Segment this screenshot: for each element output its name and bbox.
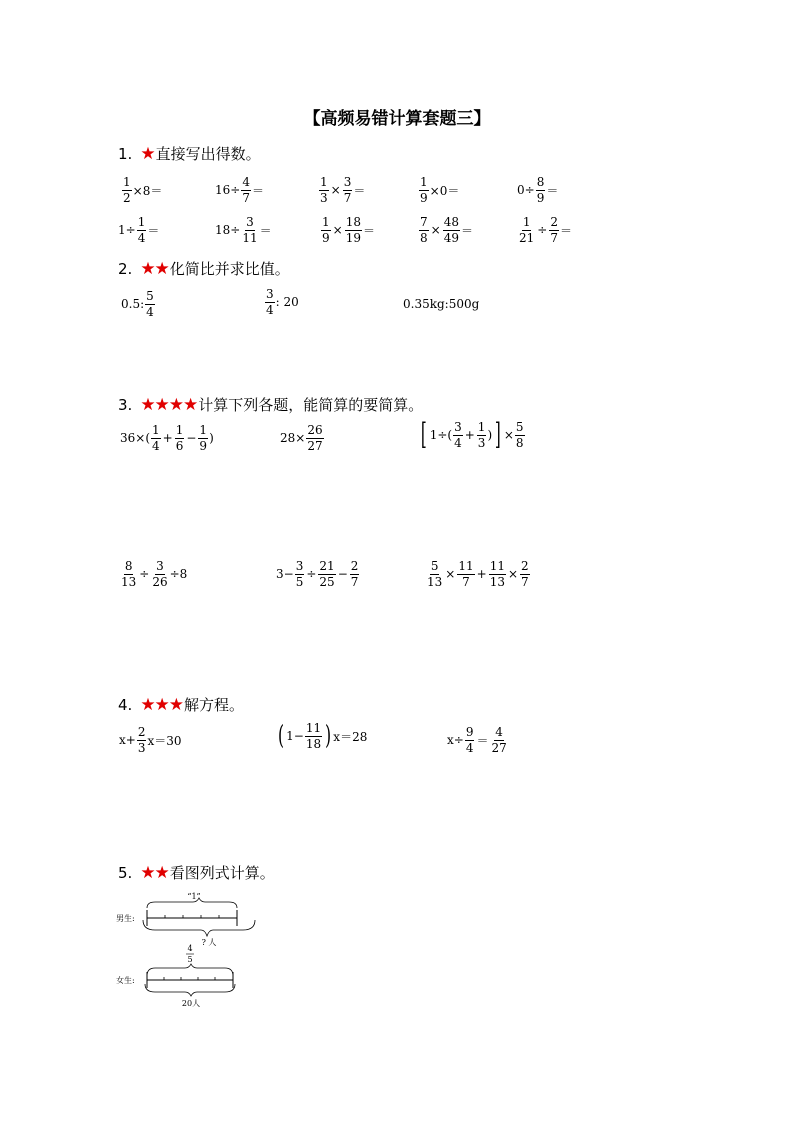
q3-number: 3.	[118, 395, 133, 414]
q3-heading	[118, 394, 423, 415]
q3-expression: [ 1÷( $\frac{3}{4}$ + $\frac{1}{3}$ ) ] × $\frac{5}{8}$	[420, 417, 524, 452]
q1-item: 0÷ $\frac{8}{9}$ ＝	[517, 175, 559, 205]
q3-expression: 3− $\frac{3}{5}$ ÷ $\frac{21}{25}$ − $\frac{2}{7}$	[276, 559, 359, 589]
q1-item: $\frac{1}{3}$ × $\frac{3}{7}$ ＝	[320, 175, 366, 205]
difficulty-star-icon: ★★★	[140, 694, 184, 715]
left-paren: (	[278, 721, 285, 752]
q3-expression: $\frac{8}{13}$ ÷ $\frac{3}{26}$ ÷8	[121, 559, 188, 589]
girls-top-brace	[147, 964, 233, 976]
q4-number: 4.	[118, 695, 133, 714]
fraction-numerator: 4	[187, 944, 193, 953]
q1-instruction: 直接写出得数。	[155, 145, 261, 163]
q4-equation: x÷ $\frac{9}{4}$ ＝ $\frac{4}{27}$	[447, 725, 507, 755]
q2-expression: $\frac{3}{4}$ : 20	[266, 287, 299, 317]
fraction-denominator: 5	[187, 955, 193, 964]
q1-item: $\frac{1}{9}$ ×0＝	[420, 175, 460, 205]
q1-item: 1÷ $\frac{1}{4}$ ＝	[118, 215, 160, 245]
q5-instruction: 看图列式计算。	[169, 864, 275, 882]
girls-bottom-brace	[145, 984, 235, 996]
q2-number: 2.	[118, 259, 133, 278]
boys-bottom-brace	[143, 920, 255, 936]
q4-instruction: 解方程。	[184, 696, 245, 714]
unknown-label: ? 人	[201, 938, 217, 947]
q1-item: $\frac{1}{2}$ ×8＝	[123, 175, 163, 205]
q2-instruction: 化简比并求比值。	[169, 260, 290, 278]
left-bracket: [	[420, 417, 427, 452]
q4-equation: ( 1− $\frac{11}{18}$ ) x＝28	[278, 721, 368, 752]
q4-equation: x+ $\frac{2}{3}$ x＝30	[119, 725, 182, 755]
boys-label: 男生:	[116, 914, 135, 923]
q1-item: 16÷ $\frac{4}{7}$ ＝	[215, 175, 264, 205]
q3-expression: 28× $\frac{26}{27}$	[280, 423, 323, 453]
q3-expression: $\frac{5}{13}$ × $\frac{11}{7}$ + $\frac{11}{13}$ × $\frac{2}{7}$	[427, 559, 529, 589]
q2-expression: 0.35kg:500g	[403, 297, 480, 311]
difficulty-star-icon: ★★★★	[140, 394, 198, 415]
q5-heading	[118, 862, 275, 883]
girls-label: 女生:	[116, 976, 135, 985]
girls-total-label: 20人	[181, 999, 201, 1008]
difficulty-star-icon: ★★	[140, 258, 169, 279]
q3-expression: 36×( $\frac{1}{4}$ + $\frac{1}{6}$ − $\frac{1}{9}$ )	[120, 423, 214, 453]
unit-one-label: “1”	[187, 892, 201, 901]
q4-heading	[118, 694, 244, 715]
q2-heading	[118, 258, 290, 279]
q1-number: 1.	[118, 144, 133, 163]
q1-item: $\frac{1}{21}$ ÷ $\frac{2}{7}$ ＝	[519, 215, 572, 245]
segment-diagram	[115, 888, 275, 1013]
difficulty-star-icon: ★★	[140, 862, 169, 883]
q1-heading	[118, 143, 261, 164]
q1-item: 18÷ $\frac{3}{11}$ ＝	[215, 215, 272, 245]
q5-number: 5.	[118, 863, 133, 882]
q1-item: $\frac{1}{9}$ × $\frac{18}{19}$ ＝	[322, 215, 375, 245]
q1-item: $\frac{7}{8}$ × $\frac{48}{49}$ ＝	[420, 215, 473, 245]
right-bracket: ]	[495, 417, 501, 452]
q2-expression: 0.5: $\frac{5}{4}$	[121, 289, 154, 319]
right-paren: )	[325, 721, 332, 752]
difficulty-star-icon: ★	[140, 143, 155, 164]
page-title: 【高频易错计算套题三】	[303, 109, 491, 129]
q3-instruction: 计算下列各题，能简算的要简算。	[198, 396, 424, 414]
